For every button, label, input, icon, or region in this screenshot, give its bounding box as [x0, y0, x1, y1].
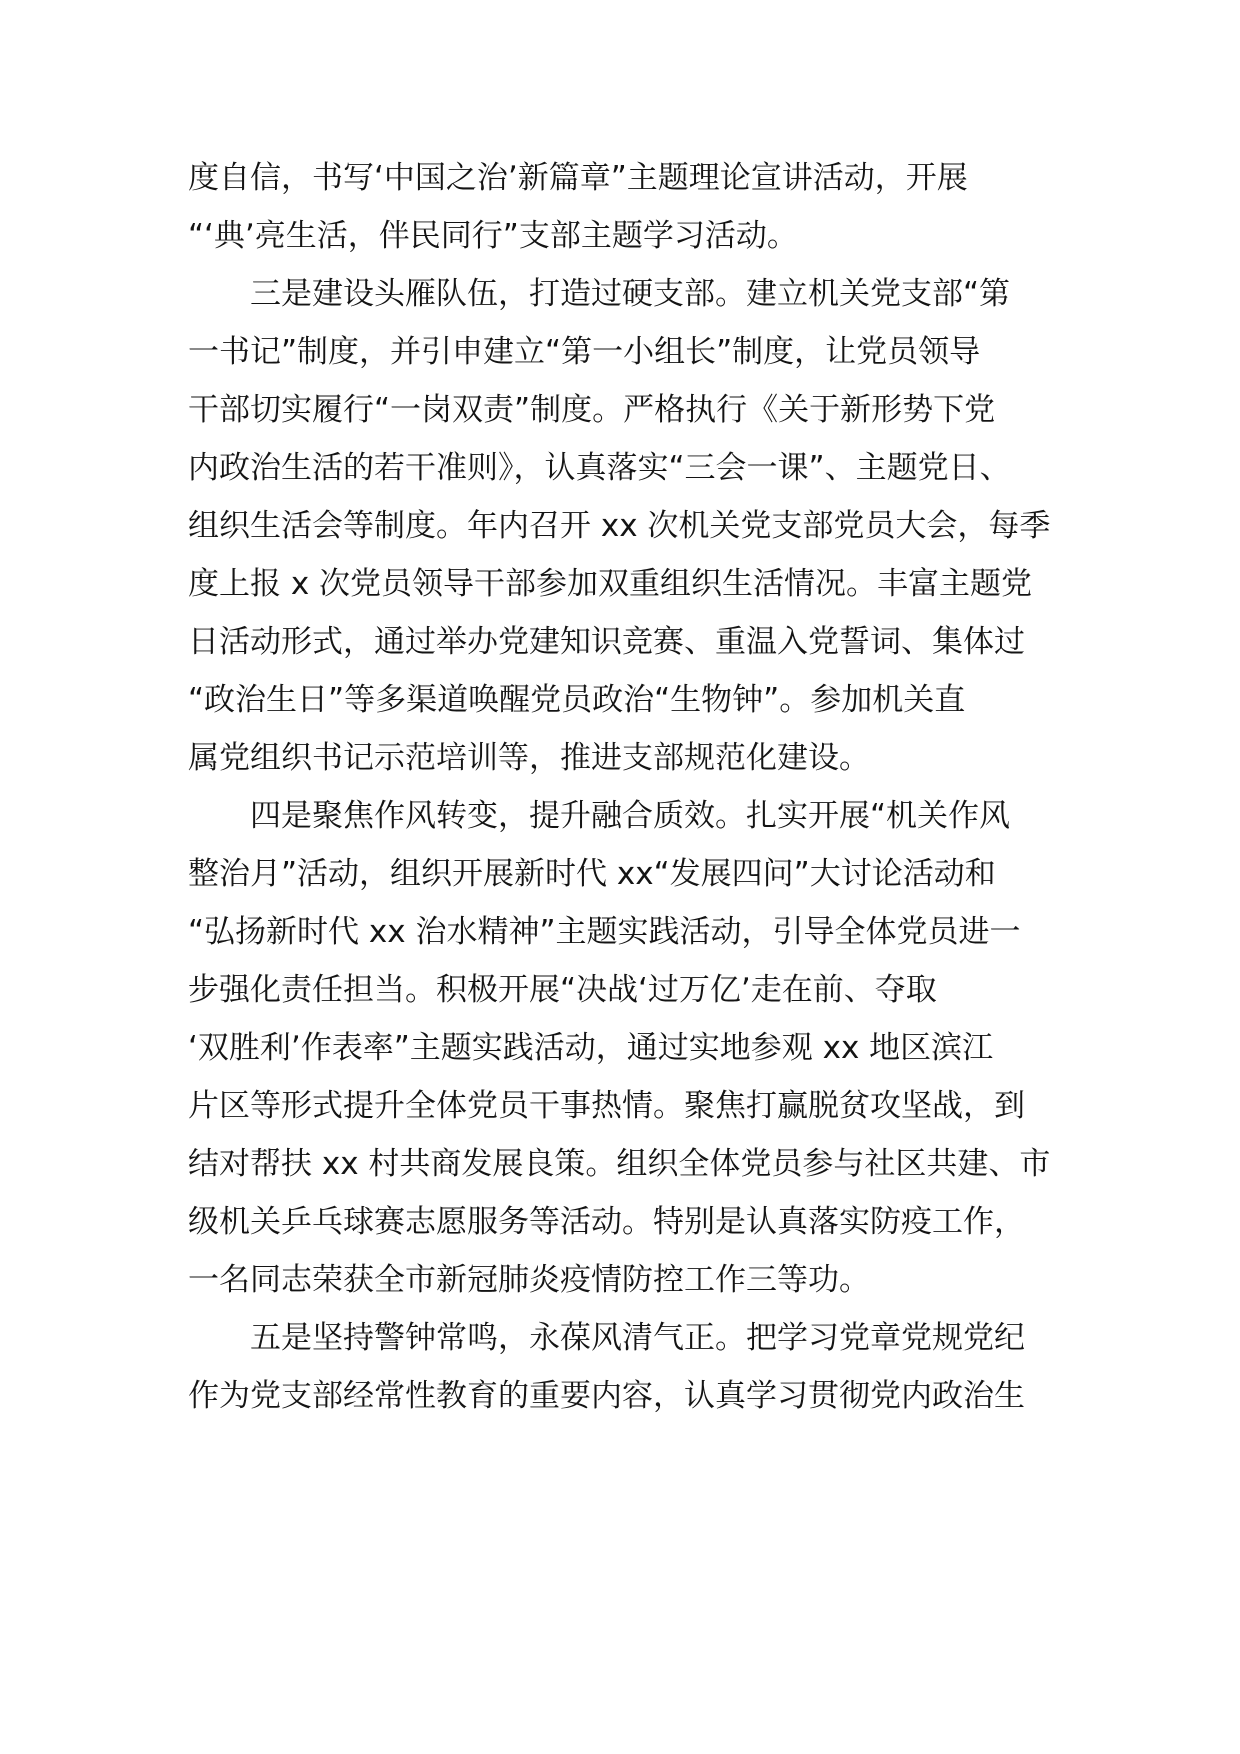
text-line: 度自信，书写‘中国之治’新篇章”主题理论宣讲活动，开展: [188, 160, 968, 196]
text-line: 级机关乒乓球赛志愿服务等活动。特别是认真落实防疫工作，: [188, 1204, 1025, 1240]
text-line: “‘典’亮生活，伴民同行”支部主题学习活动。: [188, 218, 798, 254]
text-line: ‘双胜利’作表率”主题实践活动，通过实地参观 xx 地区滨江: [188, 1030, 994, 1066]
text-line: 干部切实履行“一岗双责”制度。严格执行《关于新形势下党: [188, 392, 996, 428]
text-line: 一名同志荣获全市新冠肺炎疫情防控工作三等功。: [188, 1262, 870, 1298]
text-line: 步强化责任担当。积极开展“决战‘过万亿’走在前、夺取: [188, 972, 937, 1008]
text-line: 结对帮扶 xx 村共商发展良策。组织全体党员参与社区共建、市: [188, 1146, 1051, 1182]
text-line: 属党组织书记示范培训等，推进支部规范化建设。: [188, 740, 870, 776]
paragraph-start-line: 三是建设头雁队伍，打造过硬支部。建立机关党支部“第: [250, 276, 1011, 312]
text-line: 度上报 x 次党员领导干部参加双重组织生活情况。丰富主题党: [188, 566, 1033, 602]
text-line: 整治月”活动，组织开展新时代 xx“发展四问”大讨论活动和: [188, 856, 996, 892]
paragraph-start-line: 四是聚焦作风转变，提升融合质效。扎实开展“机关作风: [250, 798, 1011, 834]
text-line: 组织生活会等制度。年内召开 xx 次机关党支部党员大会，每季: [188, 508, 1051, 544]
text-line: 日活动形式，通过举办党建知识竞赛、重温入党誓词、集体过: [188, 624, 1025, 660]
text-line: 作为党支部经常性教育的重要内容，认真学习贯彻党内政治生: [188, 1378, 1025, 1414]
paragraph-start-line: 五是坚持警钟常鸣，永葆风清气正。把学习党章党规党纪: [250, 1320, 1025, 1356]
text-line: “政治生日”等多渠道唤醒党员政治“生物钟”。参加机关直: [188, 682, 966, 718]
text-line: 内政治生活的若干准则》，认真落实“三会一课”、主题党日、: [188, 450, 1011, 486]
text-line: 片区等形式提升全体党员干事热情。聚焦打赢脱贫攻坚战，到: [188, 1088, 1025, 1124]
text-line: 一书记”制度，并引申建立“第一小组长”制度，让党员领导: [188, 334, 981, 370]
text-line: “弘扬新时代 xx 治水精神”主题实践活动，引导全体党员进一: [188, 914, 1021, 950]
